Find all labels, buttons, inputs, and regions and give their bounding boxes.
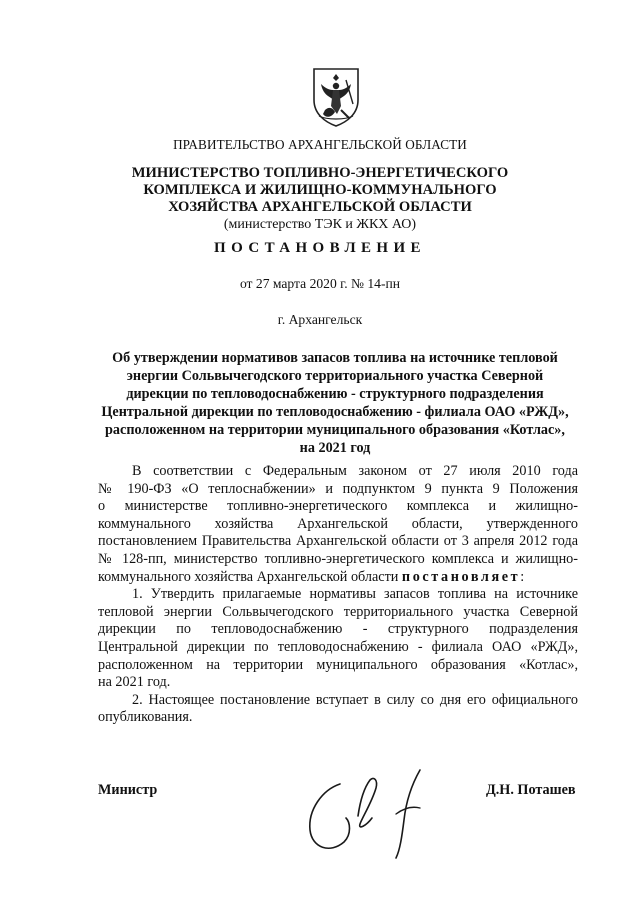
government-name: ПРАВИТЕЛЬСТВО АРХАНГЕЛЬСКОЙ ОБЛАСТИ <box>173 137 467 152</box>
decree-colon: : <box>520 568 525 585</box>
item1-line: расположенном на территории муниципального образования «Котлас», <box>98 656 578 673</box>
preamble-final-line <box>98 569 578 587</box>
subject-line: на 2021 год <box>299 440 371 456</box>
preamble-line: постановлением Правительства Архангельской области от 3 апреля 2012 года <box>98 533 578 550</box>
subject-line: энергии Сольвычегодского территориального участка Северной <box>126 368 544 384</box>
decree-subject <box>90 349 580 457</box>
preamble-line: В соответствии с Федеральным законом от 27 июля 2010 года <box>132 463 578 479</box>
subject-line: Об утверждении нормативов запасов топлива на источнике тепловой <box>112 350 558 366</box>
signatory-name: Д.Н. Поташев <box>486 782 576 798</box>
item1-line: дирекции по тепловодоснабжению - структурного подразделения <box>98 621 578 638</box>
item1-line: тепловой энергии Сольвычегодского территориального участка Северной <box>98 603 578 620</box>
preamble-line: № 128-пп, министерство топливно-энергетического комплекса и жилищно- <box>98 550 578 567</box>
signatory-position: Министр <box>98 782 158 798</box>
handwritten-signature-icon <box>300 762 450 862</box>
ministry-line: МИНИСТЕРСТВО ТОПЛИВНО-ЭНЕРГЕТИЧЕСКОГО <box>131 165 509 181</box>
ministry-abbreviation: (министерство ТЭК и ЖКХ АО) <box>223 217 417 232</box>
decree-title: ПОСТАНОВЛЕНИЕ <box>214 240 426 256</box>
subject-line: расположенном на территории муниципального образования «Котлас», <box>105 422 565 438</box>
coat-of-arms-icon <box>311 66 361 128</box>
item2-line: опубликования. <box>98 709 193 726</box>
item2-line: 2. Настоящее постановление вступает в силу со дня его официального <box>132 691 578 708</box>
decree-date-number: от 27 марта 2020 г. № 14-пн <box>239 276 401 291</box>
preamble-line: коммунального хозяйства Архангельской области <box>98 568 399 585</box>
subject-line: дирекции по тепловодоснабжению - структурного подразделения <box>126 386 544 402</box>
item1-line: на 2021 год. <box>98 674 171 691</box>
decree-body <box>98 463 578 727</box>
item1-line: 1. Утвердить прилагаемые нормативы запасов топлива на источнике <box>132 586 578 603</box>
decree-city: г. Архангельск <box>277 312 363 327</box>
subject-line: Центральной дирекции по тепловодоснабжению - филиала ОАО «РЖД», <box>101 404 569 420</box>
ministry-line: ХОЗЯЙСТВА АРХАНГЕЛЬСКОЙ ОБЛАСТИ <box>168 199 472 215</box>
preamble-line: № 190-ФЗ «О теплоснабжении» и подпунктом 9 пункта 9 Положения <box>98 480 578 497</box>
preamble-line: о министерстве топливно-энергетического комплекса и жилищно- <box>98 498 578 515</box>
preamble-line: коммунального хозяйства Архангельской области, утвержденного <box>98 515 578 532</box>
item1-line: Центральной дирекции по тепловодоснабжению - филиала ОАО «РЖД», <box>98 638 578 655</box>
ministry-line: КОМПЛЕКСА И ЖИЛИЩНО-КОММУНАЛЬНОГО <box>143 182 497 198</box>
ministry-name <box>0 165 640 233</box>
decree-word: постановляет <box>401 568 521 585</box>
